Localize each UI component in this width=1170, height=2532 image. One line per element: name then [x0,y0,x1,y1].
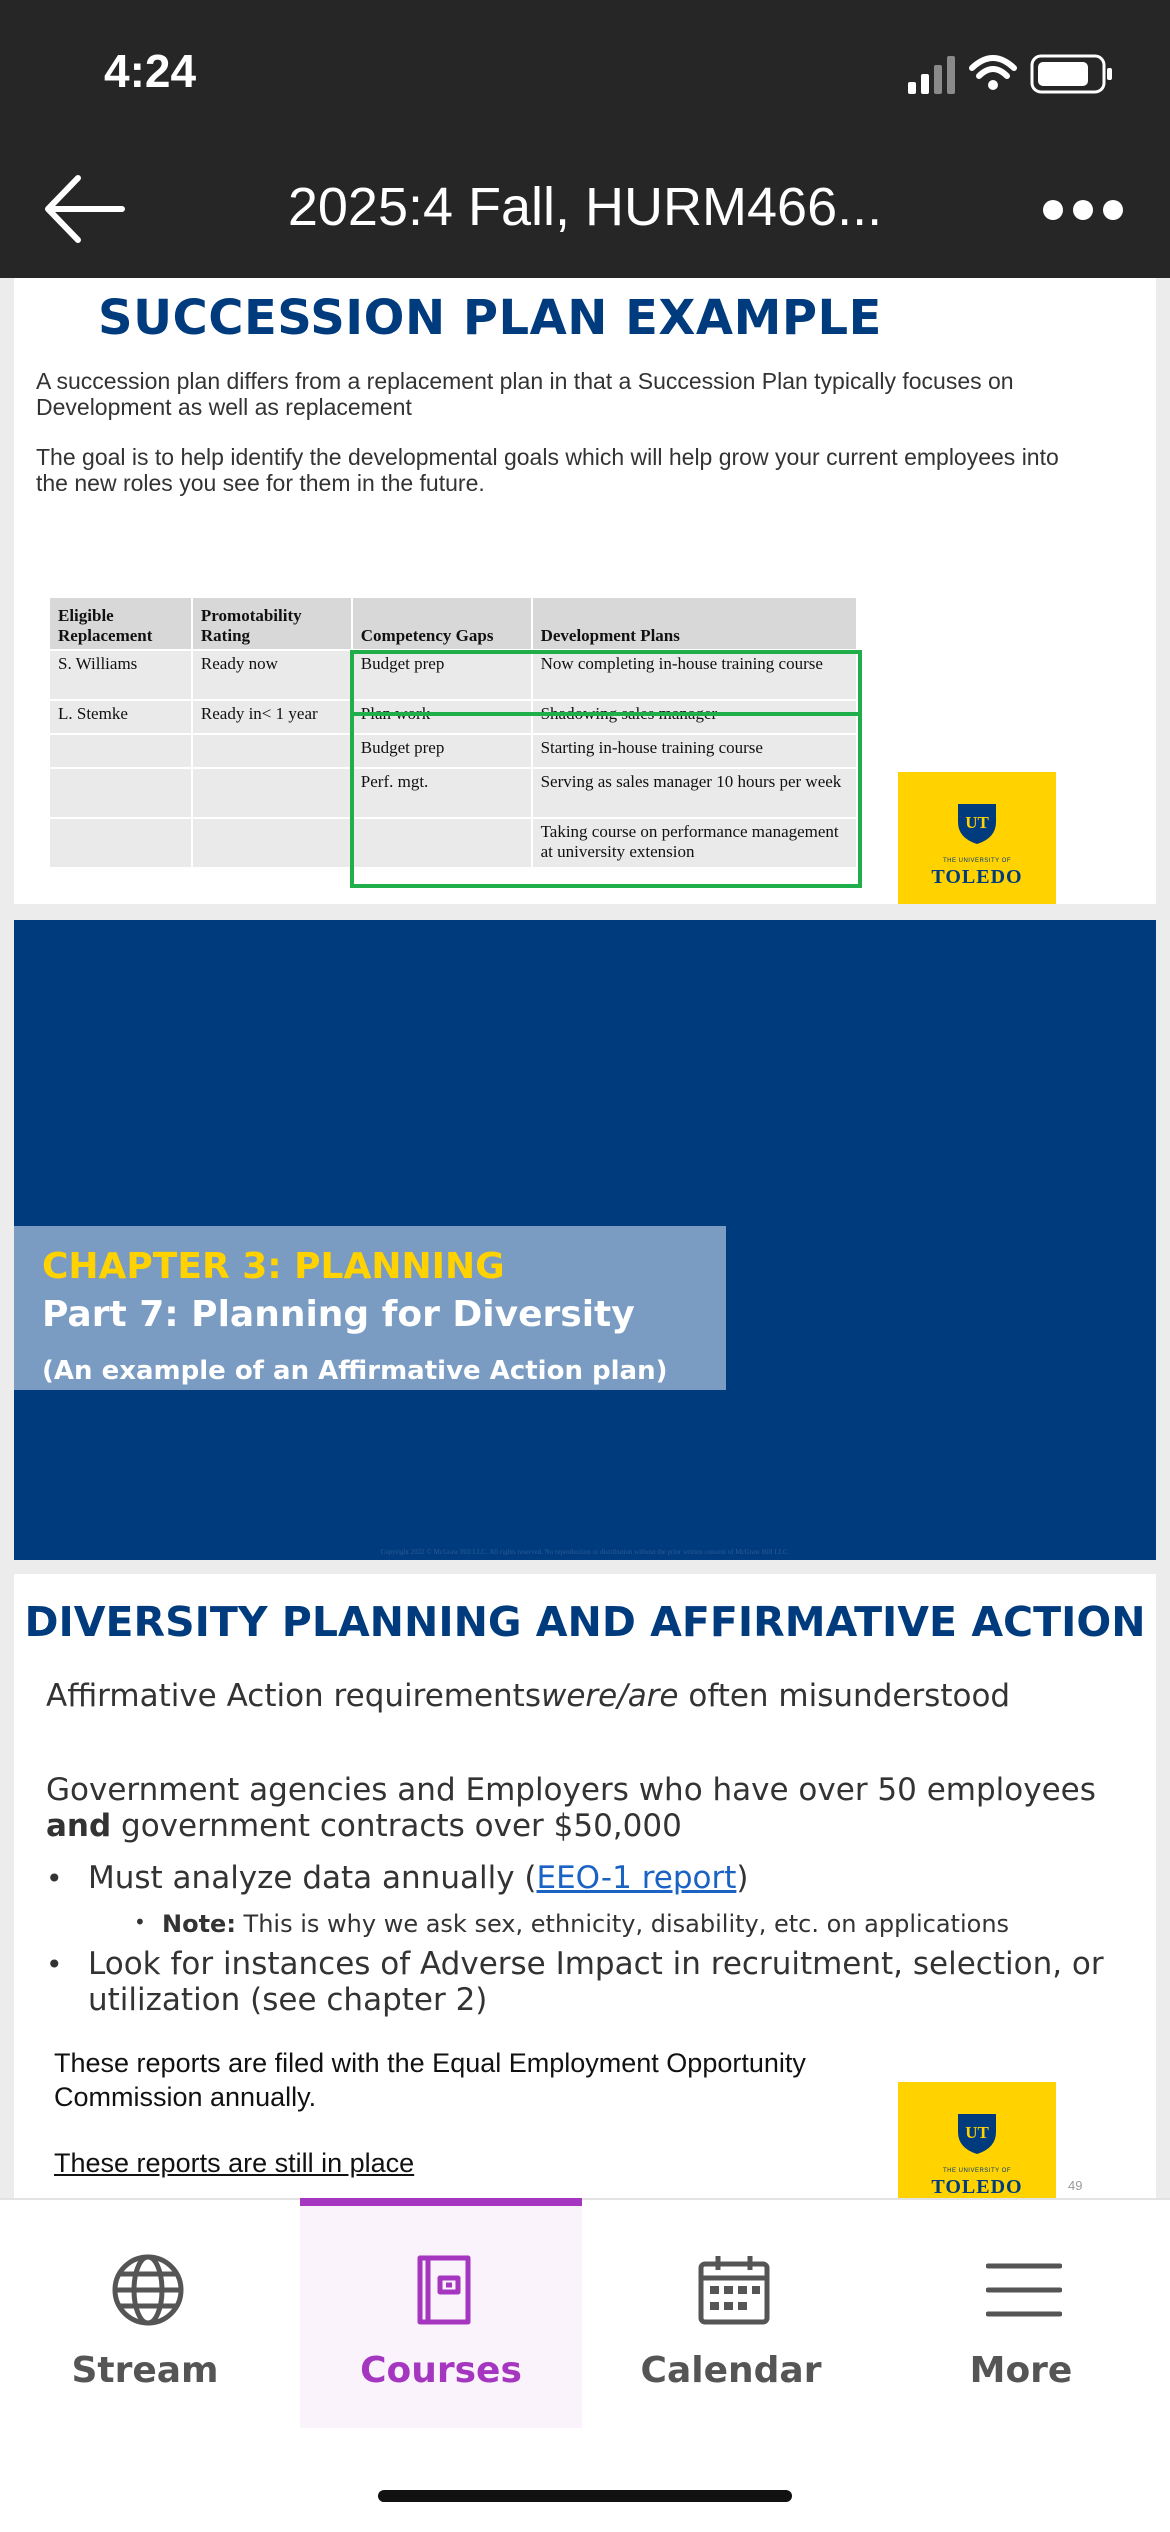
calendar-icon [696,2252,772,2328]
logo-small-text: THE UNIVERSITY OF [942,858,1012,864]
table-cell: S. Williams [50,650,192,700]
slide-paragraph: The goal is to help identify the developmental goals which will help grow your current employees into the new roles you see for them in the future. [36,444,1059,496]
table-cell: Serving as sales manager 10 hours per week [532,768,857,818]
table-cell: Shadowing sales manager [532,700,857,734]
table-cell [50,768,192,818]
page-number: 49 [1068,2178,1083,2193]
slide-line [46,1678,1126,1714]
university-logo [898,772,1056,904]
column-header: Eligible Replacement [50,598,192,650]
logo-word: TOLEDO [931,2176,1023,2198]
logo-small-text: THE UNIVERSITY OF [942,2168,1012,2174]
table-cell [50,734,192,768]
table-cell: Plan work [352,700,532,734]
status-time: 4:24 [104,45,197,97]
table-cell [192,734,352,768]
university-logo [898,2082,1056,2200]
table-cell: Now completing in-house training course [532,650,857,700]
still-in-place-text: These reports are still in place [54,2148,415,2178]
more-options-icon[interactable] [1038,180,1128,240]
text-run-italic: were/are [541,1678,679,1714]
text-run: ) [736,1860,749,1896]
table-cell: Ready now [192,650,352,700]
note-label: Note: [162,1910,236,1938]
slide-chapter-divider [14,920,1156,1560]
table-cell: Budget prep [352,650,532,700]
column-header: Promotability Rating [192,598,352,650]
tab-label: Calendar [640,2350,822,2391]
menu-icon [986,2252,1062,2328]
sub-bullet-dot: • [134,1910,146,1934]
back-arrow-icon[interactable] [40,166,130,252]
note-text: This is why we ask sex, ethnicity, disability, etc. on applications [235,1910,1010,1938]
table-cell [50,818,192,868]
chapter-title: CHAPTER 3: PLANNING [42,1246,505,1287]
logo-word: TOLEDO [931,866,1023,888]
tab-calendar[interactable] [590,2200,872,2430]
battery-icon [1032,56,1112,92]
table-cell [192,818,352,868]
table-cell: Ready in< 1 year [192,700,352,734]
text-run: often misunderstood [678,1678,1011,1714]
part-subtitle: (An example of an Affirmative Action plan) [42,1356,668,1386]
text-run: government contracts over $50,000 [111,1808,682,1844]
table-cell: Perf. mgt. [352,768,532,818]
table-cell: Taking course on performance management at university extension [532,818,857,868]
slide-succession-plan [14,278,1156,904]
home-indicator[interactable] [378,2490,792,2502]
wifi-icon [972,58,1014,90]
bullet-item [88,1860,1156,1896]
text-run: Must analyze data annually ( [88,1860,537,1896]
table-cell: L. Stemke [50,700,192,734]
seal-text: UT [965,813,989,832]
bullet-dot: • [46,1862,63,1895]
part-title: Part 7: Planning for Diversity [42,1294,635,1335]
column-header: Development Plans [532,598,857,650]
eeo-1-report-link[interactable]: EEO-1 report [536,1860,737,1896]
tab-more[interactable] [880,2200,1162,2430]
tab-label: More [969,2350,1073,2391]
status-icons [908,52,1118,96]
table-cell: Budget prep [352,734,532,768]
tab-courses[interactable] [300,2198,582,2428]
filed-text: These reports are filed with the Equal Employment Opportunity Commission annually. [54,2048,806,2112]
text-run: Government agencies and Employers who have over 50 employees [46,1772,1096,1808]
table-header-row [50,598,857,650]
bullet-dot: • [46,1948,63,1981]
courses-icon [406,2252,482,2328]
text-run-bold: and [46,1808,112,1844]
signal-icon [908,56,955,94]
slide-title: DIVERSITY PLANNING AND AFFIRMATIVE ACTION [24,1598,1146,1646]
top-bar [0,0,1170,278]
slide-diversity-planning [14,1574,1156,2200]
tab-stream[interactable] [4,2200,286,2430]
slide-line [46,1772,1126,1844]
shield-icon [954,2110,1000,2156]
copyright-text: Copyright 2022 © McGraw Hill LLC. All rights reserved. No reproduction or distribution without the prior written consent of McGraw Hill LLC. [380,1548,790,1556]
highlight-box [350,712,862,888]
note-line [162,1910,1009,1938]
slide-paragraph: A succession plan differs from a replacement plan in that a Succession Plan typically focuses on Development as well as replacement [36,368,1014,420]
highlight-box [350,650,862,716]
column-header: Competency Gaps [352,598,532,650]
shield-icon [954,800,1000,846]
slide-title: SUCCESSION PLAN EXAMPLE [98,290,882,346]
table-cell [192,768,352,818]
bottom-tab-bar [0,2198,1170,2532]
tab-label: Courses [360,2350,522,2391]
table-cell: Starting in-house training course [532,734,857,768]
seal-text: UT [965,2123,989,2142]
bullet-item: Look for instances of Adverse Impact in recruitment, selection, or utilization (see chapter 2) [88,1946,1104,2018]
globe-icon [110,2252,186,2328]
text-run: Affirmative Action requirements [46,1678,541,1714]
tab-label: Stream [71,2350,219,2391]
page-title: 2025:4 Fall, HURM466... [287,177,883,237]
